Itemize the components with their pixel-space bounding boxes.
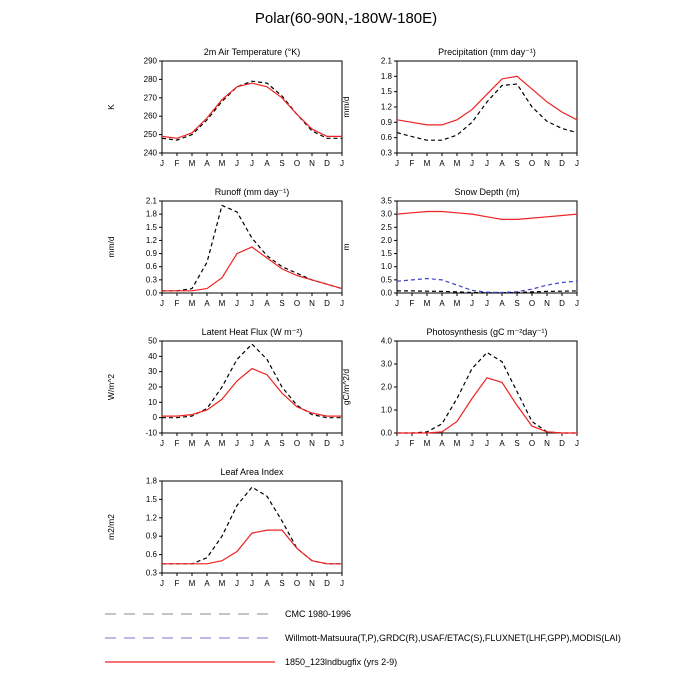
y-axis-label: mm/d	[106, 236, 116, 258]
x-tick-label: A	[264, 439, 270, 448]
series-line-dashed	[162, 344, 342, 418]
x-tick-label: S	[514, 439, 520, 448]
x-tick-label: S	[514, 299, 520, 308]
x-tick-label: J	[250, 579, 254, 588]
y-tick-label: 0.9	[145, 249, 157, 259]
y-tick-label: 4.0	[380, 336, 392, 346]
y-tick-label: 0.6	[380, 133, 392, 143]
chart-title: Photosynthesis (gC m⁻²day⁻¹)	[426, 327, 548, 337]
series-line-solid	[397, 212, 577, 220]
y-axis-label: gC/m^2/d	[341, 368, 351, 406]
x-tick-label: O	[293, 579, 301, 588]
x-tick-label: J	[235, 579, 239, 588]
x-tick-label: J	[340, 579, 344, 588]
plot-frame	[162, 341, 342, 433]
x-tick-label: F	[174, 439, 180, 448]
y-tick-label: 3.5	[380, 196, 392, 206]
x-tick-label: N	[309, 579, 315, 588]
x-tick-label: J	[395, 439, 399, 448]
y-tick-label: 1.5	[145, 494, 157, 504]
x-tick-label: O	[528, 159, 536, 168]
plot-frame	[397, 201, 577, 293]
y-tick-label: 2.0	[380, 235, 392, 245]
x-tick-label: A	[204, 299, 210, 308]
x-tick-label: S	[514, 159, 520, 168]
y-tick-label: 0.0	[380, 428, 392, 438]
x-tick-label: A	[439, 439, 445, 448]
x-tick-label: J	[470, 159, 474, 168]
y-tick-label: 2.1	[380, 56, 392, 66]
y-tick-label: 1.8	[145, 476, 157, 486]
y-tick-label: 2.0	[380, 382, 392, 392]
y-tick-label: 3.0	[380, 209, 392, 219]
dashed-line-sample	[105, 609, 275, 619]
chart-title: Leaf Area Index	[220, 467, 284, 477]
x-tick-label: J	[160, 299, 164, 308]
series-line-dashed	[397, 279, 577, 293]
x-tick-label: J	[235, 159, 239, 168]
y-tick-label: 280	[143, 74, 157, 84]
y-tick-label: 1.2	[380, 102, 392, 112]
x-tick-label: S	[279, 439, 285, 448]
y-tick-label: -10	[145, 428, 157, 438]
legend-label-cmc: CMC 1980-1996	[285, 609, 352, 619]
x-tick-label: J	[575, 159, 579, 168]
x-tick-label: J	[340, 439, 344, 448]
x-tick-label: M	[453, 299, 461, 308]
x-tick-label: A	[264, 299, 270, 308]
x-tick-label: O	[528, 439, 536, 448]
chart-air-temperature	[100, 45, 350, 180]
y-tick-label: 0.6	[145, 550, 157, 560]
chart-precipitation	[335, 45, 585, 180]
x-tick-label: D	[559, 159, 565, 168]
y-tick-label: 250	[143, 130, 157, 140]
x-tick-label: J	[470, 439, 474, 448]
x-tick-label: N	[309, 159, 315, 168]
legend-row-cmc	[105, 602, 695, 626]
x-tick-label: M	[218, 579, 226, 588]
plot-frame	[162, 61, 342, 153]
chart-svg	[335, 45, 585, 180]
y-tick-label: 3.0	[380, 359, 392, 369]
x-tick-label: J	[160, 439, 164, 448]
chart-svg	[100, 325, 350, 460]
x-tick-label: M	[423, 299, 431, 308]
chart-svg	[100, 185, 350, 320]
plot-frame	[397, 341, 577, 433]
x-tick-label: J	[250, 299, 254, 308]
series-line-dashed	[397, 353, 577, 434]
legend-row-obs	[105, 626, 695, 650]
x-tick-label: M	[188, 299, 196, 308]
plot-frame	[162, 481, 342, 573]
y-tick-label: 20	[148, 382, 157, 392]
x-tick-label: D	[559, 299, 565, 308]
x-tick-label: A	[264, 159, 270, 168]
series-line-dashed	[162, 487, 342, 564]
chart-title: 2m Air Temperature (°K)	[203, 47, 301, 57]
x-tick-label: A	[499, 159, 505, 168]
x-tick-label: D	[324, 439, 330, 448]
x-tick-label: A	[204, 579, 210, 588]
solid-line-sample	[105, 657, 275, 667]
y-tick-label: 1.0	[380, 405, 392, 415]
x-tick-label: F	[409, 439, 415, 448]
y-tick-label: 290	[143, 56, 157, 66]
x-tick-label: M	[453, 439, 461, 448]
x-tick-label: J	[575, 439, 579, 448]
y-tick-label: 1.8	[380, 71, 392, 81]
x-tick-label: A	[204, 159, 210, 168]
series-line-solid	[397, 76, 577, 125]
chart-svg	[100, 465, 350, 600]
x-tick-label: J	[575, 299, 579, 308]
y-tick-label: 0	[152, 413, 157, 423]
x-tick-label: N	[309, 299, 315, 308]
y-tick-label: 240	[143, 148, 157, 158]
x-tick-label: J	[395, 299, 399, 308]
series-line-solid	[162, 369, 342, 417]
y-tick-label: 0.9	[380, 117, 392, 127]
x-tick-label: M	[188, 159, 196, 168]
series-line-solid	[162, 530, 342, 564]
x-tick-label: J	[250, 159, 254, 168]
chart-title: Runoff (mm day⁻¹)	[214, 187, 290, 197]
chart-title: Latent Heat Flux (W m⁻²)	[201, 327, 303, 337]
legend-row-model	[105, 650, 695, 674]
chart-title: Precipitation (mm day⁻¹)	[438, 47, 536, 57]
x-tick-label: N	[309, 439, 315, 448]
x-tick-label: J	[485, 439, 489, 448]
y-tick-label: 50	[148, 336, 157, 346]
x-tick-label: A	[439, 299, 445, 308]
y-tick-label: 10	[148, 397, 157, 407]
x-tick-label: J	[485, 299, 489, 308]
y-tick-label: 1.2	[145, 513, 157, 523]
x-tick-label: M	[188, 579, 196, 588]
x-tick-label: F	[174, 579, 180, 588]
y-tick-label: 40	[148, 351, 157, 361]
x-tick-label: S	[279, 159, 285, 168]
plot-frame	[397, 61, 577, 153]
x-tick-label: O	[293, 439, 301, 448]
x-tick-label: J	[470, 299, 474, 308]
x-tick-label: M	[218, 439, 226, 448]
chart-snow-depth	[335, 185, 585, 320]
y-axis-label: K	[106, 104, 116, 110]
x-tick-label: M	[423, 159, 431, 168]
y-tick-label: 0.6	[145, 262, 157, 272]
series-line-dashed	[162, 205, 342, 290]
dashed-line-sample	[105, 633, 275, 643]
y-tick-label: 1.5	[380, 249, 392, 259]
x-tick-label: A	[499, 439, 505, 448]
y-tick-label: 0.0	[380, 288, 392, 298]
x-tick-label: A	[204, 439, 210, 448]
x-tick-label: O	[293, 299, 301, 308]
y-tick-label: 0.0	[145, 288, 157, 298]
x-tick-label: A	[264, 579, 270, 588]
x-tick-label: J	[340, 159, 344, 168]
x-tick-label: J	[235, 439, 239, 448]
series-line-solid	[397, 378, 577, 433]
chart-svg	[100, 45, 350, 180]
x-tick-label: D	[324, 579, 330, 588]
x-tick-label: F	[174, 159, 180, 168]
x-tick-label: M	[218, 299, 226, 308]
x-tick-label: J	[485, 159, 489, 168]
x-tick-label: J	[160, 159, 164, 168]
y-axis-label: mm/d	[341, 96, 351, 118]
figure-title: Polar(60-90N,-180W-180E)	[254, 10, 438, 27]
chart-leaf-area-index	[100, 465, 350, 600]
chart-svg	[335, 185, 585, 320]
x-tick-label: F	[409, 299, 415, 308]
y-tick-label: 1.5	[145, 222, 157, 232]
x-tick-label: J	[160, 579, 164, 588]
y-tick-label: 0.5	[380, 275, 392, 285]
x-tick-label: N	[544, 299, 550, 308]
x-tick-label: N	[544, 439, 550, 448]
y-tick-label: 1.8	[145, 209, 157, 219]
y-tick-label: 260	[143, 111, 157, 121]
series-line-dashed	[162, 81, 342, 140]
x-tick-label: D	[324, 299, 330, 308]
series-line-dashed	[397, 84, 577, 140]
y-tick-label: 0.3	[145, 568, 157, 578]
x-tick-label: O	[293, 159, 301, 168]
x-tick-label: O	[528, 299, 536, 308]
y-tick-label: 270	[143, 93, 157, 103]
x-tick-label: A	[499, 299, 505, 308]
x-tick-label: F	[174, 299, 180, 308]
chart-runoff	[100, 185, 350, 320]
y-axis-label: m	[341, 243, 351, 251]
x-tick-label: S	[279, 579, 285, 588]
y-axis-label: W/m^2	[106, 373, 116, 401]
x-tick-label: M	[453, 159, 461, 168]
x-tick-label: N	[544, 159, 550, 168]
chart-latent-heat-flux	[100, 325, 350, 460]
x-tick-label: A	[439, 159, 445, 168]
x-tick-label: S	[279, 299, 285, 308]
x-tick-label: J	[340, 299, 344, 308]
chart-svg	[335, 325, 585, 460]
chart-photosynthesis	[335, 325, 585, 460]
y-tick-label: 30	[148, 367, 157, 377]
legend	[105, 602, 695, 674]
x-tick-label: D	[559, 439, 565, 448]
y-tick-label: 2.1	[145, 196, 157, 206]
y-tick-label: 0.3	[145, 275, 157, 285]
x-tick-label: J	[250, 439, 254, 448]
y-tick-label: 0.9	[145, 531, 157, 541]
y-tick-label: 0.3	[380, 148, 392, 158]
x-tick-label: J	[395, 159, 399, 168]
y-tick-label: 2.5	[380, 222, 392, 232]
y-tick-label: 1.0	[380, 262, 392, 272]
x-tick-label: J	[235, 299, 239, 308]
x-tick-label: M	[218, 159, 226, 168]
legend-label-model: 1850_123lndbugfix (yrs 2-9)	[285, 657, 398, 667]
chart-title: Snow Depth (m)	[454, 187, 520, 197]
y-tick-label: 1.5	[380, 87, 392, 97]
x-tick-label: M	[188, 439, 196, 448]
y-tick-label: 1.2	[145, 235, 157, 245]
x-tick-label: M	[423, 439, 431, 448]
y-axis-label: m2/m2	[106, 514, 116, 540]
legend-label-obs: Willmott-Matsuura(T,P),GRDC(R),USAF/ETAC(S),FLUXNET(LHF,GPP),MODIS(LAI)	[285, 633, 621, 643]
series-line-solid	[162, 247, 342, 291]
x-tick-label: D	[324, 159, 330, 168]
series-line-solid	[162, 83, 342, 138]
x-tick-label: F	[409, 159, 415, 168]
